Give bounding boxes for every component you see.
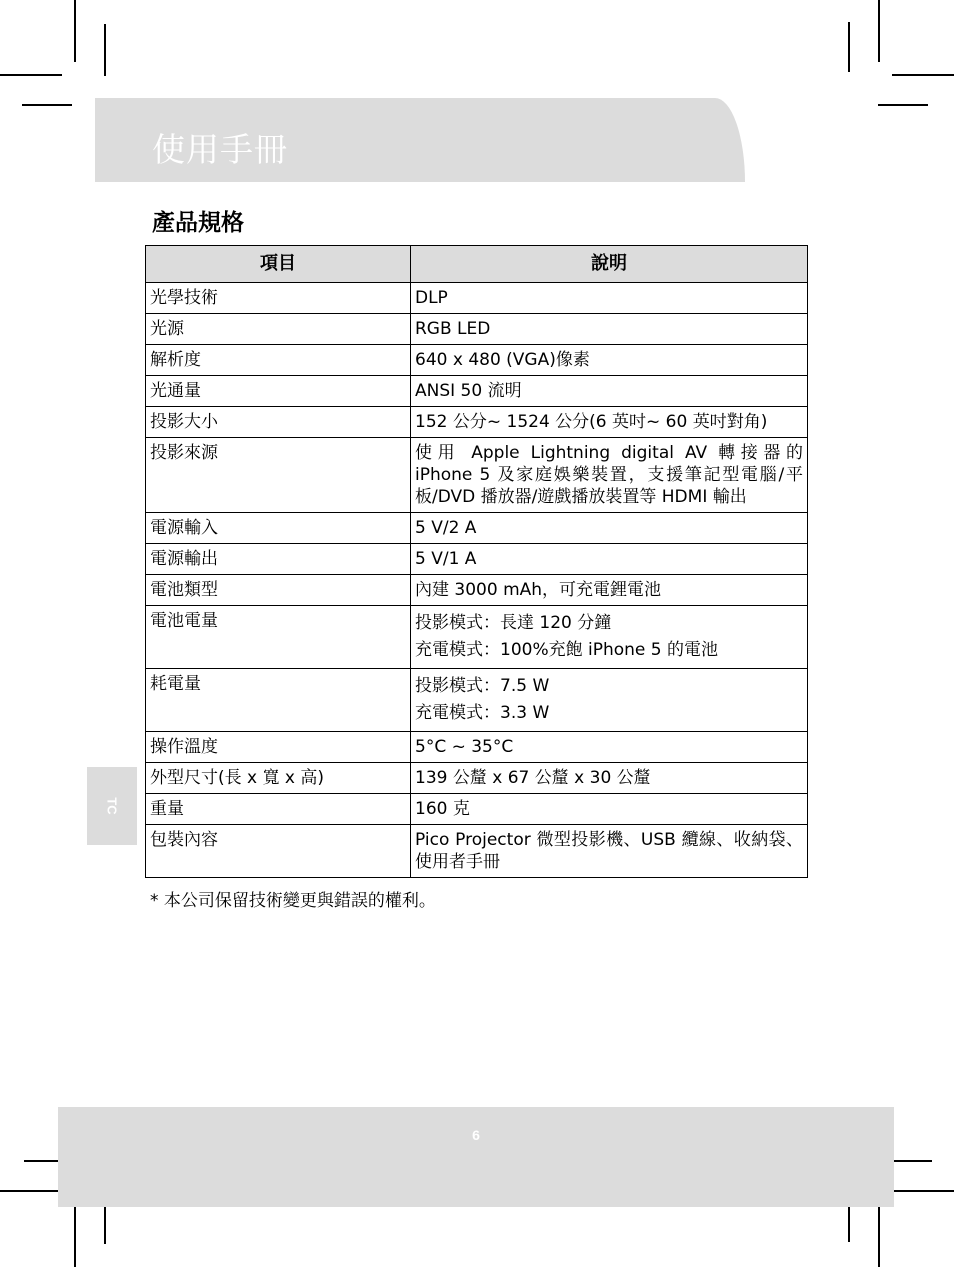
spec-description-line: 充電模式：3.3 W [415,703,550,723]
footer-band [58,1107,894,1207]
language-tab-label: TC [104,797,120,815]
spec-table [145,245,808,878]
spec-description: 5°C ~ 35°C [411,732,808,763]
crop-mark [74,1204,76,1267]
table-row [146,825,808,878]
crop-mark [848,22,850,72]
crop-mark [22,104,72,106]
spec-description: 內建 3000 mAh，可充電鋰電池 [411,575,808,606]
table-row [146,763,808,794]
language-tab [87,767,137,845]
spec-description-line: 投影模式：7.5 W [415,676,550,696]
footnote: * 本公司保留技術變更與錯誤的權利。 [150,891,436,911]
spec-description: Pico Projector 微型投影機、USB 纜線、收納袋、使用者手冊 [411,825,808,878]
table-row [146,314,808,345]
table-header-row [146,246,808,283]
spec-item: 包裝內容 [146,825,411,878]
spec-description: 139 公釐 x 67 公釐 x 30 公釐 [411,763,808,794]
spec-description: 使用 Apple Lightning digital AV 轉接器的 iPhone 5 及家庭娛樂裝置，支援筆記型電腦/平板/DVD 播放器/遊戲播放裝置等 HDMI 輸出 [411,438,808,513]
table-row [146,283,808,314]
spec-item: 光學技術 [146,283,411,314]
spec-item: 電源輸入 [146,513,411,544]
table-row [146,575,808,606]
crop-mark [0,1190,62,1192]
spec-description [411,669,808,732]
spec-item: 重量 [146,794,411,825]
spec-item: 耗電量 [146,669,411,732]
table-row [146,407,808,438]
spec-item: 電源輸出 [146,544,411,575]
crop-mark [878,1204,880,1267]
spec-item: 外型尺寸(長 x 寬 x 高) [146,763,411,794]
spec-description [411,606,808,669]
table-row [146,513,808,544]
spec-description: ANSI 50 流明 [411,376,808,407]
spec-item: 投影大小 [146,407,411,438]
crop-mark [0,74,62,76]
spec-description-line: 投影模式：長達 120 分鐘 [415,613,612,633]
table-row [146,376,808,407]
table-row [146,794,808,825]
page-number: 6 [472,1127,480,1143]
spec-item: 電池類型 [146,575,411,606]
spec-description: 5 V/2 A [411,513,808,544]
spec-item: 光通量 [146,376,411,407]
column-header-description: 說明 [411,246,808,283]
table-row [146,544,808,575]
spec-item: 光源 [146,314,411,345]
spec-description: 640 x 480 (VGA)像素 [411,345,808,376]
table-row [146,669,808,732]
crop-mark [104,24,106,76]
crop-mark [892,74,954,76]
spec-description: RGB LED [411,314,808,345]
table-row [146,606,808,669]
manual-title: 使用手冊 [152,130,288,169]
spec-description: 5 V/1 A [411,544,808,575]
spec-item: 電池電量 [146,606,411,669]
crop-mark [878,104,928,106]
section-title: 產品規格 [152,210,244,236]
spec-description: 152 公分~ 1524 公分(6 英吋~ 60 英吋對角) [411,407,808,438]
crop-mark [892,1190,954,1192]
spec-item: 解析度 [146,345,411,376]
table-row [146,438,808,513]
table-row [146,732,808,763]
crop-mark [74,0,76,62]
table-row [146,345,808,376]
column-header-item: 項目 [146,246,411,283]
spec-item: 操作溫度 [146,732,411,763]
crop-mark [878,0,880,62]
spec-description-line: 充電模式：100%充飽 iPhone 5 的電池 [415,640,719,660]
spec-description: 160 克 [411,794,808,825]
spec-item: 投影來源 [146,438,411,513]
spec-description: DLP [411,283,808,314]
